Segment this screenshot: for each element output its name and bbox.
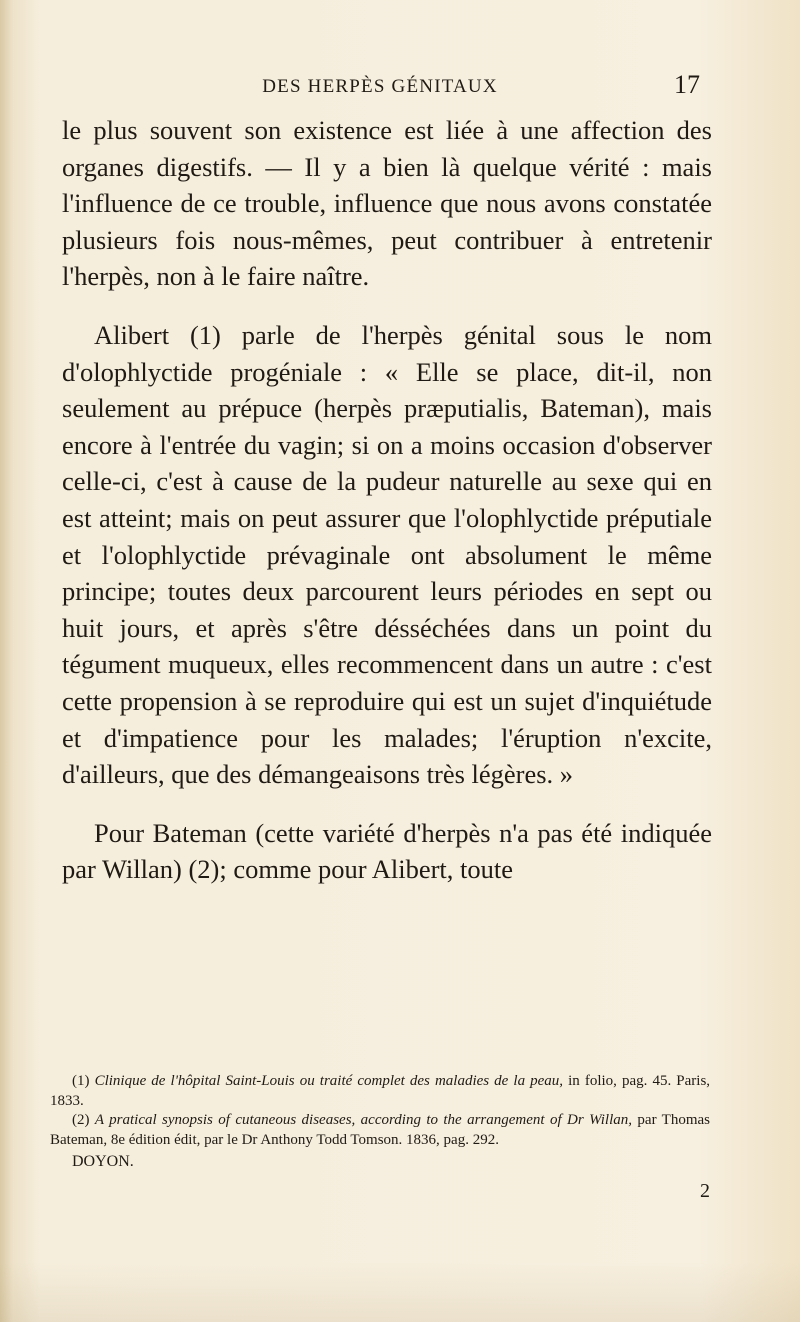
signature-mark: 2	[700, 1180, 710, 1202]
footnote-2-number: (2)	[72, 1112, 90, 1128]
footnote-2-details: par Thomas Bateman, 8e édition édit, par le Dr Anthony Todd Tomson. 1836, pag. 292.	[50, 1112, 711, 1148]
footnotes	[50, 1072, 710, 1172]
page-number: 17	[674, 70, 700, 99]
paragraph-2: Alibert (1) parle de l'herpès génital sous le nom d'olophlyctide progéniale : « Elle se place, dit-il, non seulement au prépuce (herpès præputialis, Bateman), mais encore à l'entrée du vagin; si on a moins occasion d'observer celle-ci, c'est à cause de la pudeur naturelle au sexe qui en est atteint; mais on peut assurer que l'olophlyctide préputiale et l'olophlyctide prévaginale ont absolument le même principe; toutes deux parcourent leurs périodes en sept ou huit jours, et après s'être désséchées dans un point du tégument muqueux, elles recommencent dans un autre : c'est cette propension à se reproduire qui est un sujet d'inquiétude et d'impatience pour les malades; l'éruption n'excite, d'ailleurs, que des démangeaisons très légères. »	[62, 319, 712, 790]
running-title: DES HERPÈS GÉNITAUX	[262, 76, 498, 97]
author-name: DOYON.	[72, 1153, 134, 1170]
footnote-2-title: A pratical synopsis of cutaneous diseases, according to the arrangement of Dr Willan,	[94, 1112, 633, 1128]
footnote-1	[50, 1072, 710, 1111]
running-head	[60, 68, 700, 108]
footnote-1-details: in folio, pag. 45. Paris, 1833.	[50, 1073, 711, 1109]
body-text	[62, 112, 712, 888]
footnote-1-number: (1)	[72, 1073, 90, 1089]
paragraph-3: Pour Bateman (cette variété d'herpès n'a pas été indiquée par Willan) (2); comme pour Alibert, toute	[62, 817, 712, 885]
page-binding-edge	[0, 0, 14, 1322]
footnote-2	[50, 1111, 710, 1150]
paragraph-1: le plus souvent son existence est liée à une affection des organes digestifs. — Il y a bien là quelque vérité : mais l'influence de ce trouble, influence que nous avons constatée plusieurs fois nous-mêmes, peut contribuer à entretenir l'herpès, non à le faire naître.	[62, 115, 712, 292]
page-shadow	[0, 1262, 800, 1322]
footnote-1-title: Clinique de l'hôpital Saint-Louis ou traité complet des maladies de la peau,	[94, 1073, 564, 1089]
